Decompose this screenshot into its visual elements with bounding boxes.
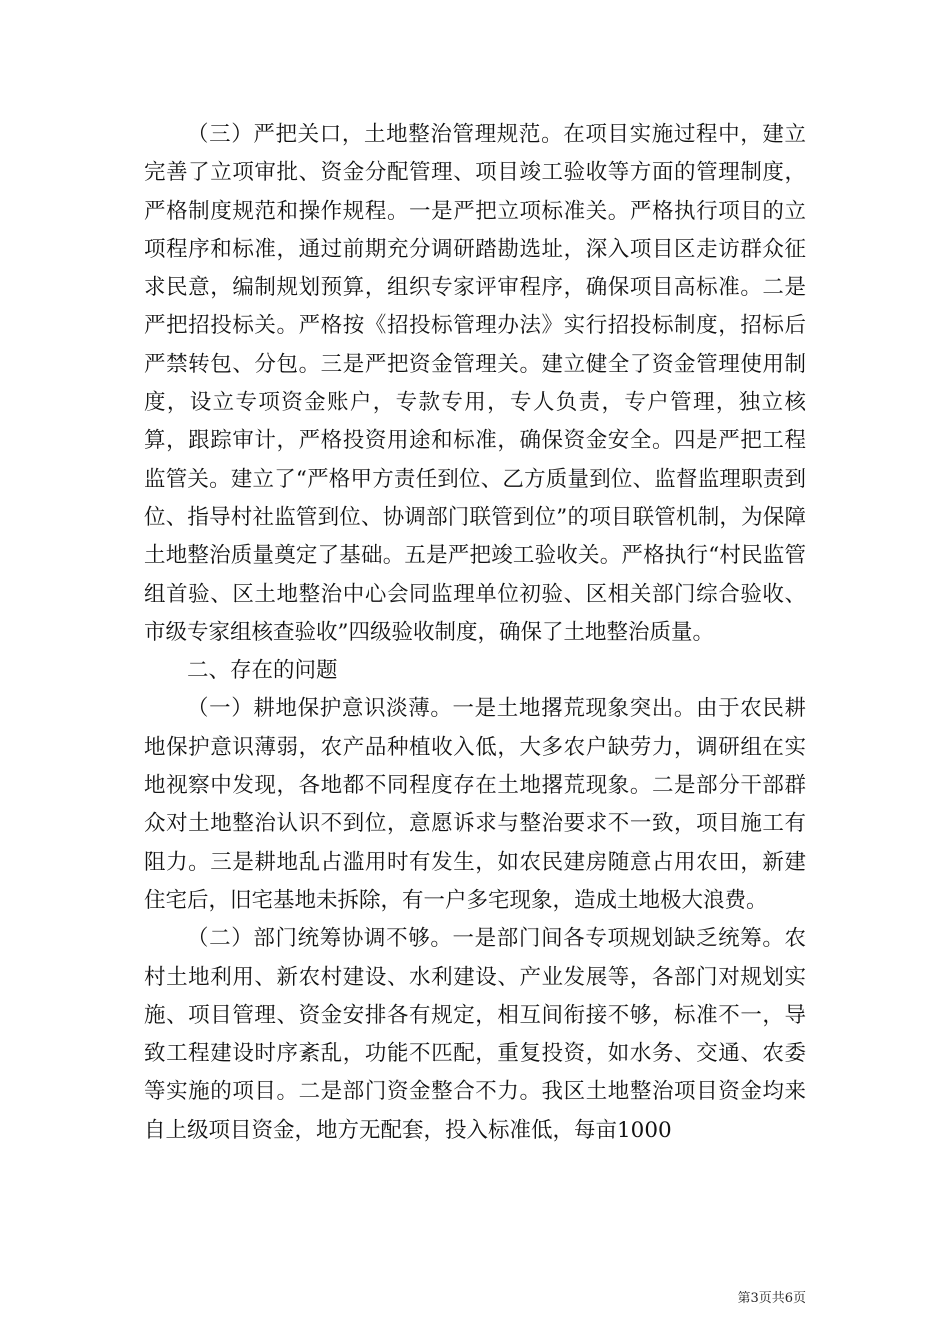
paragraph-strict-control: （三）严把关口，土地整治管理规范。在项目实施过程中，建立完善了立项审批、资金分配管理、项目竣工验收等方面的管理制度，严格制度规范和操作规程。一是严把立项标准关。严格执行项目的立项程序和标准，通过前期充分调研踏勘选址，深入项目区走访群众征求民意，编制规划预算，组织专家评审程序，确保项目高标准。二是严把招投标关。严格按《招投标管理办法》实行招投标制度，招标后严禁转包、分包。三是严把资金管理关。建立健全了资金管理使用制度，设立专项资金账户，专款专用，专人负责，专户管理，独立核算，跟踪审计，严格投资用途和标准，确保资金安全。四是严把工程监管关。建立了“严格甲方责任到位、乙方质量到位、监督监理职责到位、指导村社监管到位、协调部门联管到位”的项目联管机制，为保障土地整治质量奠定了基础。五是严把竣工验收关。严格执行“村民监管组首验、区土地整治中心会同监理单位初验、区相关部门综合验收、市级专家组核查验收”四级验收制度，确保了土地整治质量。: [144, 122, 806, 645]
page-number-footer: 第3页共6页: [737, 1291, 806, 1306]
section-heading-problems: 二、存在的问题: [187, 658, 338, 684]
paragraph-department-coordination: （二）部门统筹协调不够。一是部门间各专项规划缺乏统筹。农村土地利用、新农村建设、水利建设、产业发展等，各部门对规划实施、项目管理、资金安排各有规定，相互间衔接不够，标准不一，导致工程建设时序紊乱，功能不匹配，重复投资，如水务、交通、农委等实施的项目。二是部门资金整合不力。我区土地整治项目资金均来自上级项目资金，地方无配套，投入标准低，每亩1000: [144, 926, 806, 1143]
document-body: [144, 116, 806, 1150]
paragraph-land-protection-awareness: （一）耕地保护意识淡薄。一是土地撂荒现象突出。由于农民耕地保护意识薄弱，农产品种植收入低，大多农户缺劳力，调研组在实地视察中发现，各地都不同程度存在土地撂荒现象。二是部分干部群众对土地整治认识不到位，意愿诉求与整治要求不一致，项目施工有阻力。三是耕地乱占滥用时有发生，如农民建房随意占用农田，新建住宅后，旧宅基地未拆除，有一户多宅现象，造成土地极大浪费。: [144, 696, 806, 913]
